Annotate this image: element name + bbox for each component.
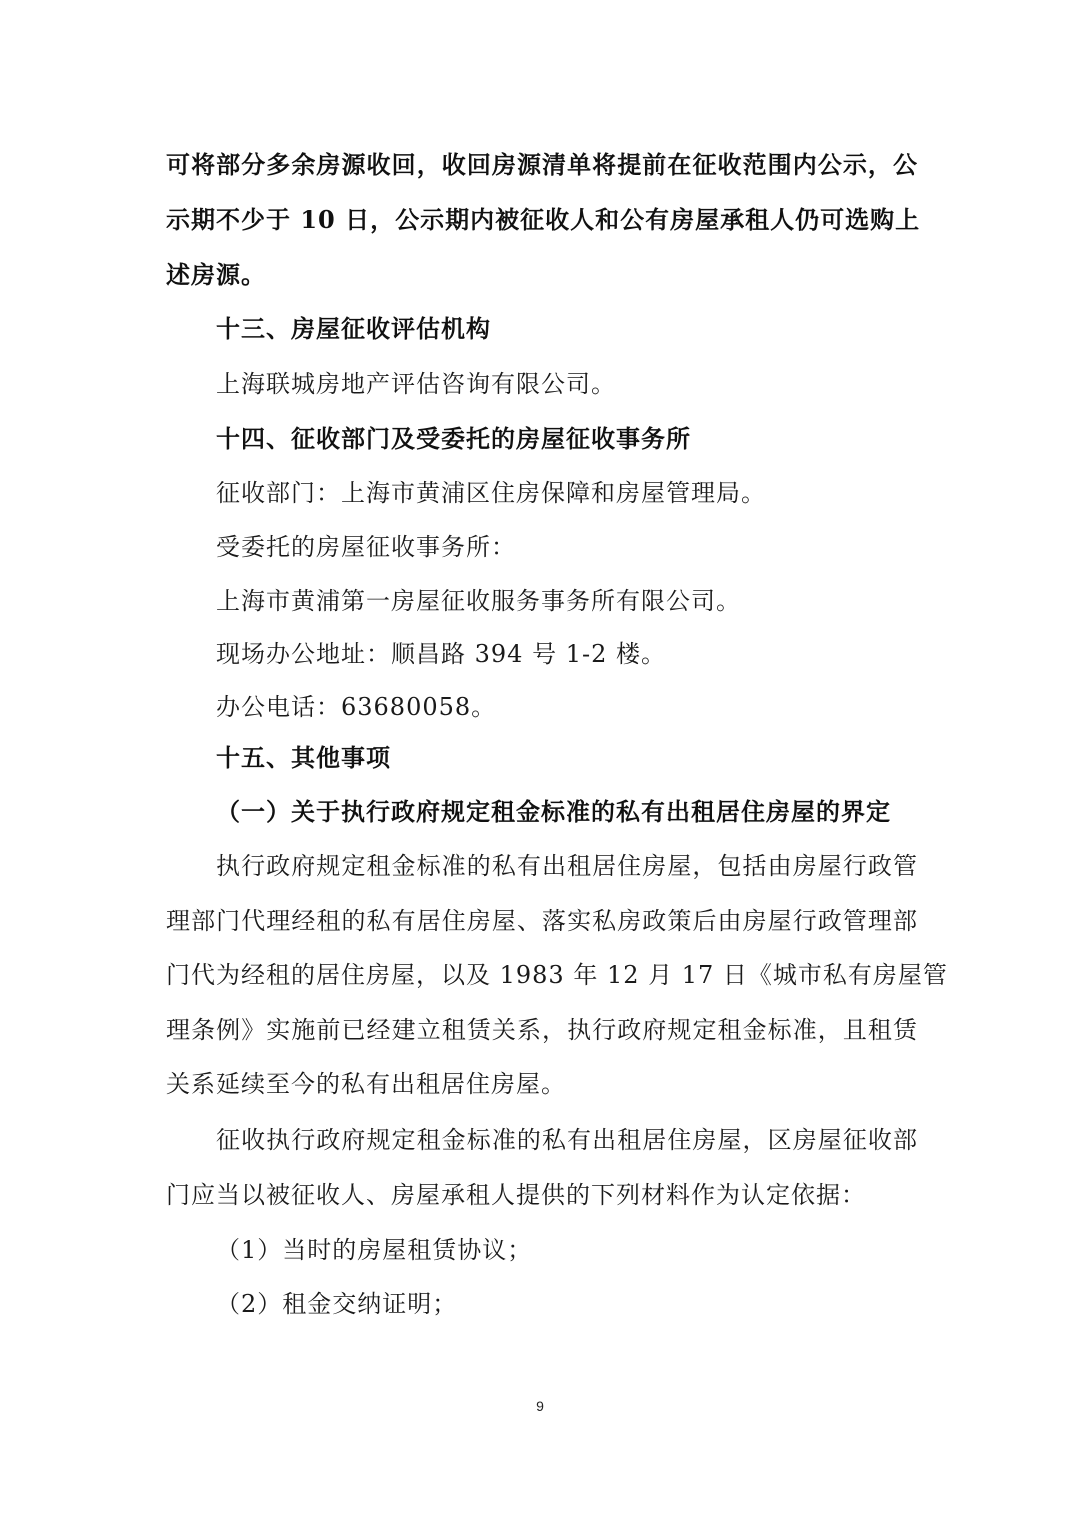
section-heading: 十五、其他事项	[216, 743, 391, 772]
paragraph-line: 理部门代理经租的私有居住房屋、落实私房政策后由房屋行政管理部	[166, 907, 918, 935]
paragraph-line: 可将部分多余房源收回，收回房源清单将提前在征收范围内公示，公	[166, 150, 918, 179]
paragraph-line: 上海市黄浦第一房屋征收服务事务所有限公司。	[216, 587, 741, 615]
paragraph-line: 执行政府规定租金标准的私有出租居住房屋，包括由房屋行政管	[216, 852, 918, 880]
list-item: （2）租金交纳证明；	[216, 1290, 458, 1318]
paragraph-line: 征收执行政府规定租金标准的私有出租居住房屋，区房屋征收部	[216, 1126, 918, 1154]
page-number: 9	[536, 1398, 544, 1414]
paragraph-line: 办公电话：63680058。	[216, 693, 497, 721]
paragraph-line: 现场办公地址：顺昌路 394 号 1-2 楼。	[216, 640, 666, 668]
list-item: （1）当时的房屋租赁协议；	[216, 1236, 533, 1264]
paragraph-line: 关系延续至今的私有出租居住房屋。	[166, 1070, 566, 1098]
paragraph-line: 征收部门：上海市黄浦区住房保障和房屋管理局。	[216, 479, 766, 507]
subsection-heading: （一）关于执行政府规定租金标准的私有出租居住房屋的界定	[216, 797, 891, 826]
paragraph-line: 受委托的房屋征收事务所：	[216, 533, 516, 561]
section-heading: 十三、房屋征收评估机构	[216, 314, 491, 343]
paragraph-line: 上海联城房地产评估咨询有限公司。	[216, 370, 616, 398]
paragraph-line: 示期不少于 10 日，公示期内被征收人和公有房屋承租人仍可选购上	[166, 205, 921, 234]
paragraph-line: 述房源。	[166, 260, 266, 289]
paragraph-line: 理条例》实施前已经建立租赁关系，执行政府规定租金标准，且租赁	[166, 1016, 918, 1044]
paragraph-line: 门应当以被征收人、房屋承租人提供的下列材料作为认定依据：	[166, 1181, 866, 1209]
section-heading: 十四、征收部门及受委托的房屋征收事务所	[216, 424, 691, 453]
paragraph-line: 门代为经租的居住房屋，以及 1983 年 12 月 17 日《城市私有房屋管	[166, 961, 948, 989]
